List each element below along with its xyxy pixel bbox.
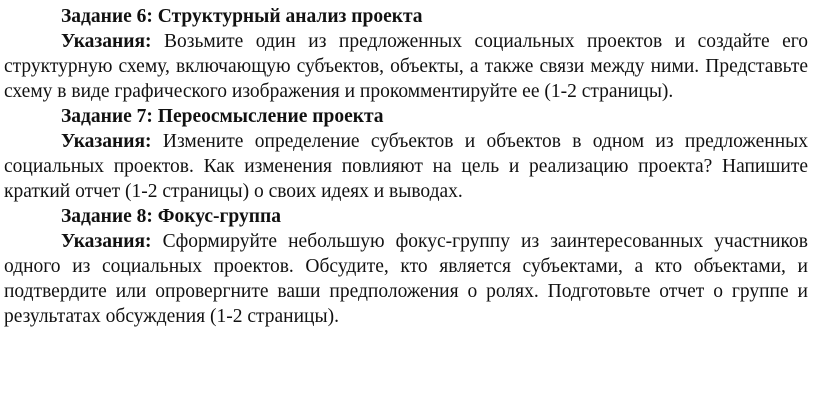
task-7 xyxy=(4,104,808,204)
task-6 xyxy=(4,4,808,104)
task-8 xyxy=(4,204,808,329)
instructions-text: Возьмите один из предложенных социальных проектов и создайте его структурную схему, включающую субъектов, объекты, а также связи между ними. Представьте схему в виде графического изображения и прокомментируйте ее (1-2 страницы). xyxy=(4,31,809,102)
task-instructions xyxy=(4,29,808,104)
instructions-text: Измените определение субъектов и объектов в одном из предложенных социальных проектов. Как изменения повлияют на цель и реализацию проекта? Напишите краткий отчет (1-2 страницы) о своих идеях и выводах. xyxy=(4,131,808,202)
task-title: Задание 8: Фокус-группа xyxy=(61,206,281,227)
instructions-label: Указания: xyxy=(61,231,152,252)
instructions-label: Указания: xyxy=(61,131,152,152)
instructions-text: Сформируйте небольшую фокус-группу из заинтересованных участников одного из социальных проектов. Обсудите, кто является субъектами, а кто объектами, и подтвердите или опровергните ваши предположения о ролях. Подготовьте отчет о группе и результатах обсуждения (1-2 страницы). xyxy=(4,231,809,327)
instructions-label: Указания: xyxy=(61,31,152,52)
task-instructions xyxy=(4,229,808,329)
task-title: Задание 6: Структурный анализ проекта xyxy=(61,6,423,27)
task-title: Задание 7: Переосмысление проекта xyxy=(61,106,384,127)
task-instructions xyxy=(4,129,808,204)
